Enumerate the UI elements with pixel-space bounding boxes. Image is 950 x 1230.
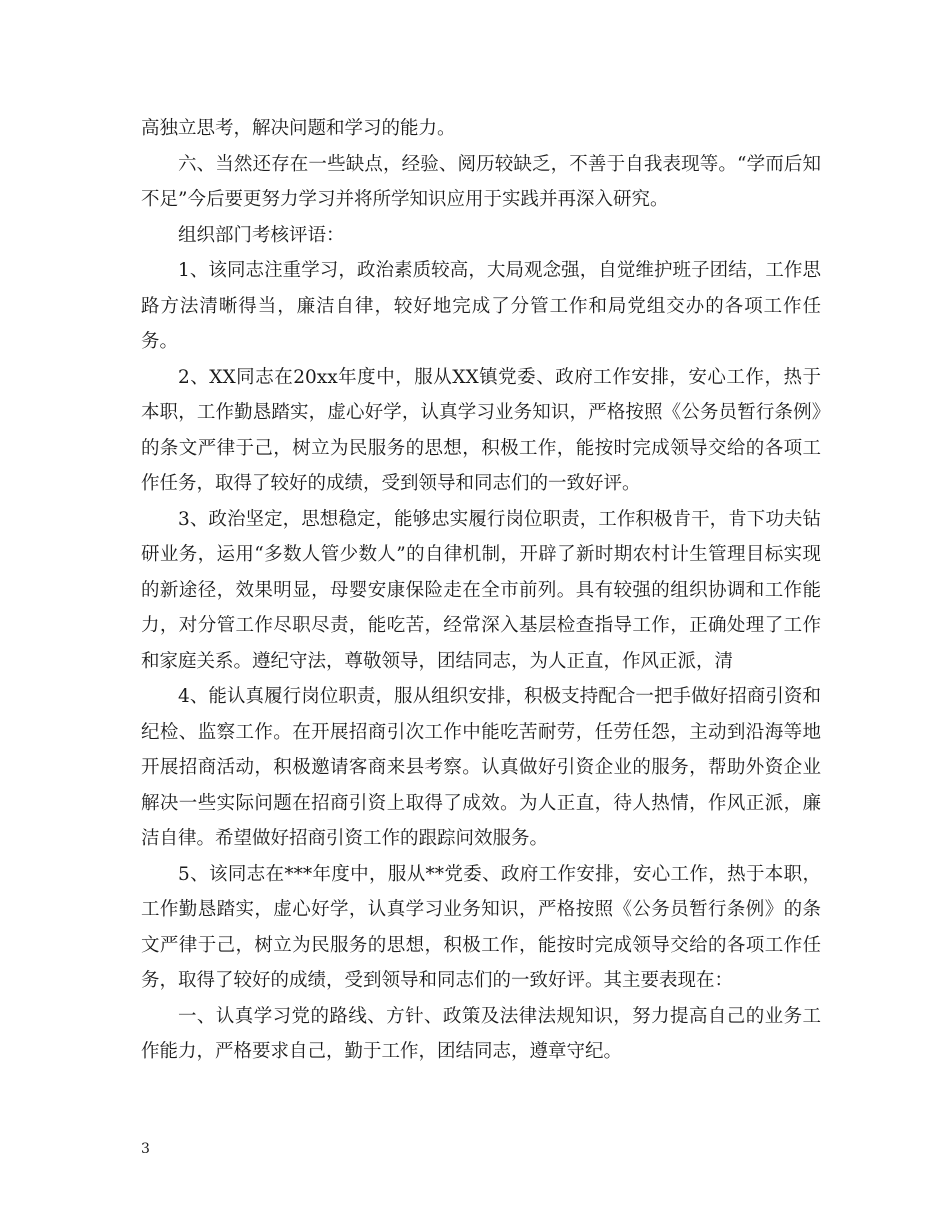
paragraph-3: 组织部门考核评语： [178, 224, 345, 246]
paragraph-7: 4、能认真履行岗位职责，服从组织安排，积极支持配合一把手做好招商引资和纪检、监察工作。在开展招商引次工作中能吃苦耐劳，任劳任怨，主动到沿海等地开展招商活动，积极邀请客商来县考察。认真做好引资企业的服务，帮助外资企业解决一些实际问题在招商引资上取得了成效。为人正直，待人热情，作风正派，廉洁自律。希望做好招商引资工作的跟踪问效服务。 [141, 686, 821, 849]
paragraph-9: 一、认真学习党的路线、方针、政策及法律法规知识，努力提高自己的业务工作能力，严格要求自己，勤于工作，团结同志，遵章守纪。 [141, 1005, 821, 1062]
paragraph-6: 3、政治坚定，思想稳定，能够忠实履行岗位职责，工作积极肯干，肯下功夫钻研业务，运用“多数人管少数人”的自律机制，开辟了新时期农村计生管理目标实现的新途径，效果明显，母婴安康保险走在全市前列。具有较强的组织协调和工作能力，对分管工作尽职尽责，能吃苦，经常深入基层检查指导工作，正确处理了工作和家庭关系。遵纪守法，尊敬领导，团结同志，为人正直，作风正派，清 [141, 508, 821, 672]
document-body [141, 111, 821, 1070]
paragraph-1: 高独立思考，解决问题和学习的能力。 [141, 118, 456, 139]
page-number: 3 [141, 1141, 150, 1157]
paragraph-4: 1、该同志注重学习，政治素质较高，大局观念强，自觉维护班子团结，工作思路方法清晰得当，廉洁自律，较好地完成了分管工作和局党组交办的各项工作任务。 [141, 260, 821, 352]
paragraph-8: 5、该同志在***年度中，服从**党委、政府工作安排，安心工作，热于本职，工作勤恳踏实，虚心好学，认真学习业务知识，严格按照《公务员暂行条例》的条文严律于己，树立为民服务的思想，积极工作，能按时完成领导交给的各项工作任务，取得了较好的成绩，受到领导和同志们的一致好评。其主要表现在： [141, 863, 821, 991]
paragraph-2: 六、当然还存在一些缺点，经验、阅历较缺乏，不善于自我表现等。“学而后知不足”今后要更努力学习并将所学知识应用于实践并再深入研究。 [141, 153, 821, 210]
paragraph-5: 2、XX同志在20xx年度中，服从XX镇党委、政府工作安排，安心工作，热于本职，工作勤恳踏实，虚心好学，认真学习业务知识，严格按照《公务员暂行条例》的条文严律于己，树立为民服务的思想，积极工作，能按时完成领导交给的各项工作任务，取得了较好的成绩，受到领导和同志们的一致好评。 [141, 366, 821, 494]
